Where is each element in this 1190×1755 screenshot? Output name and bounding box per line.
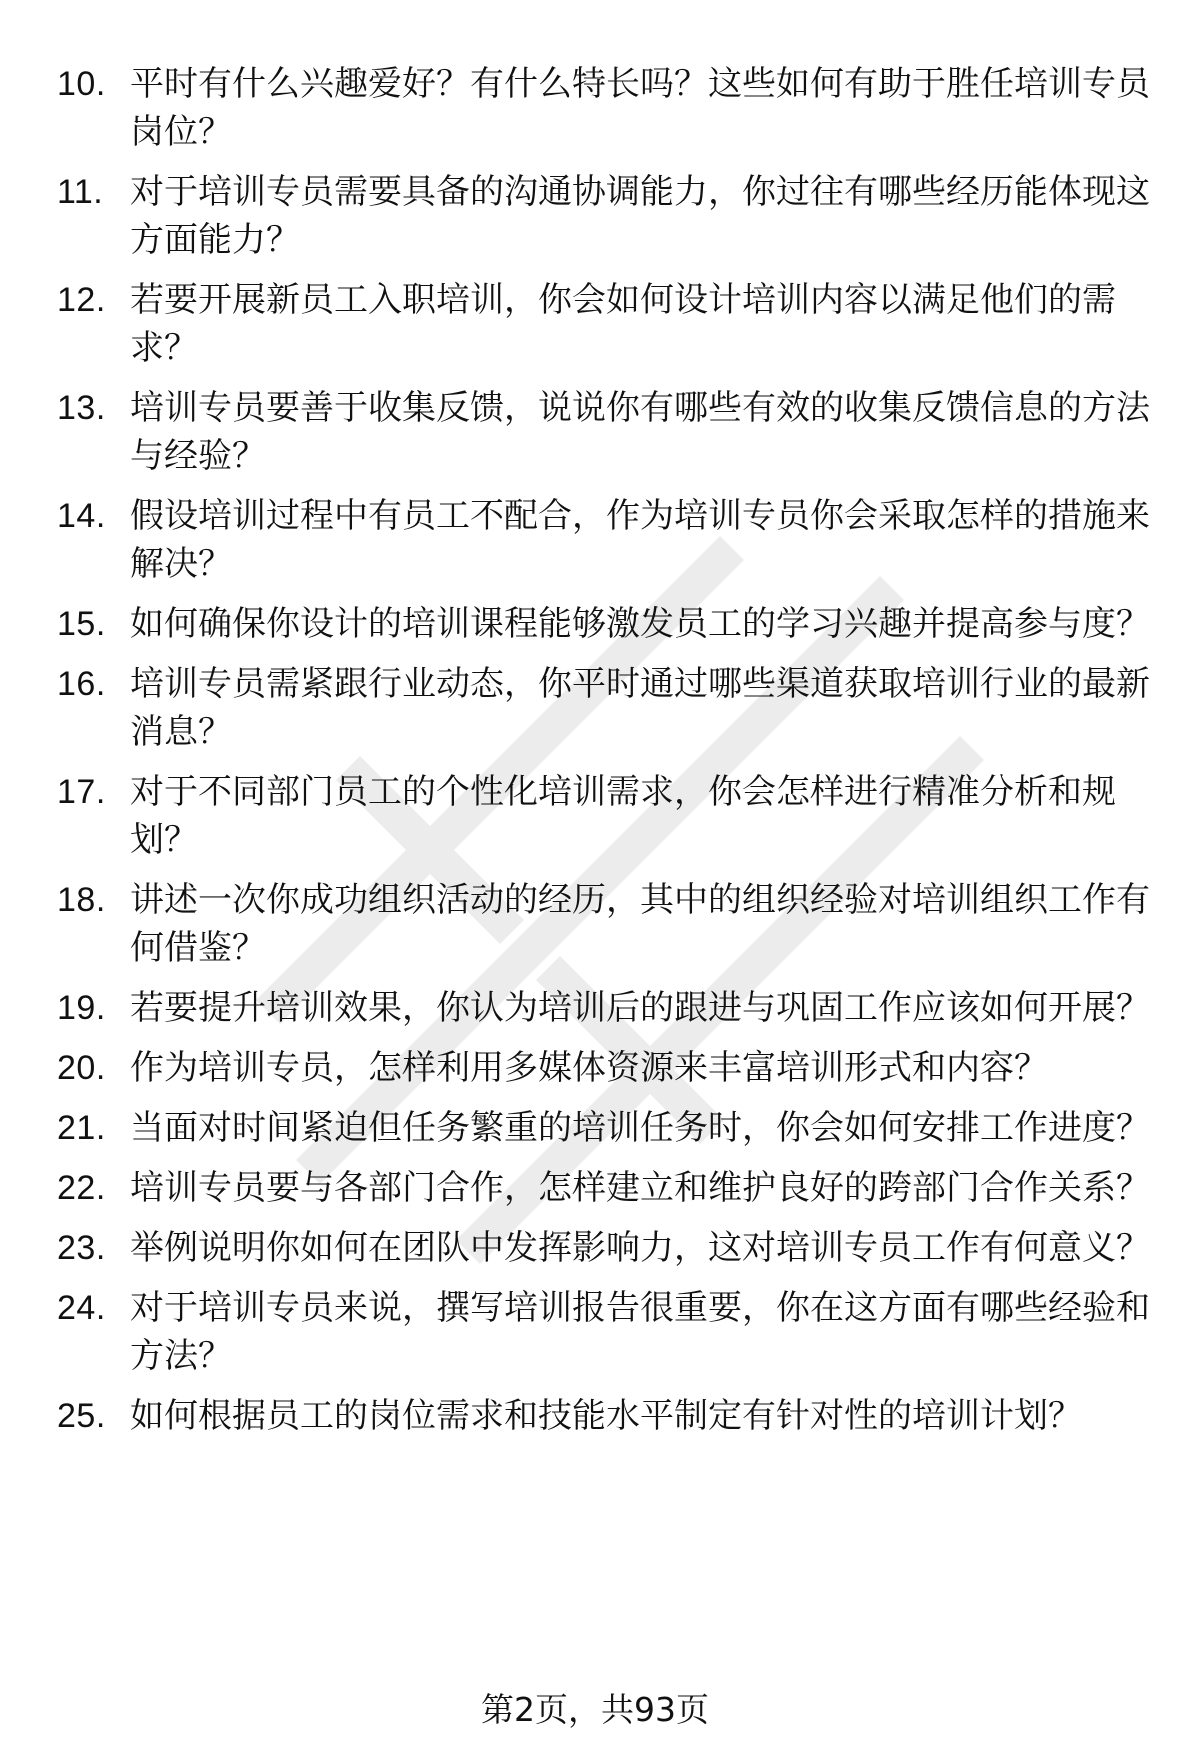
question-list bbox=[0, 60, 1190, 1452]
question-text: 讲述一次你成功组织活动的经历，其中的组织经验对培训组织工作有何借鉴？ bbox=[130, 880, 1150, 968]
question-text: 如何根据员工的岗位需求和技能水平制定有针对性的培训计划？ bbox=[130, 1396, 1082, 1436]
question-text: 培训专员要与各部门合作，怎样建立和维护良好的跨部门合作关系？ bbox=[130, 1168, 1150, 1208]
question-number: 14. bbox=[57, 497, 106, 535]
list-item bbox=[0, 600, 1190, 648]
question-text: 如何确保你设计的培训课程能够激发员工的学习兴趣并提高参与度？ bbox=[130, 604, 1150, 644]
question-number: 22. bbox=[57, 1169, 106, 1207]
list-item bbox=[0, 768, 1190, 864]
question-text: 当面对时间紧迫但任务繁重的培训任务时，你会如何安排工作进度？ bbox=[130, 1108, 1150, 1148]
question-number: 20. bbox=[57, 1049, 106, 1087]
question-number: 13. bbox=[57, 389, 106, 427]
list-item bbox=[0, 1224, 1190, 1272]
question-text: 对于培训专员来说，撰写培训报告很重要，你在这方面有哪些经验和方法？ bbox=[130, 1288, 1150, 1376]
question-number: 11. bbox=[57, 173, 104, 211]
list-item bbox=[0, 876, 1190, 972]
question-text: 若要提升培训效果，你认为培训后的跟进与巩固工作应该如何开展？ bbox=[130, 988, 1150, 1028]
list-item bbox=[0, 1284, 1190, 1380]
question-text: 平时有什么兴趣爱好？有什么特长吗？这些如何有助于胜任培训专员岗位？ bbox=[130, 64, 1150, 152]
question-number: 21. bbox=[57, 1109, 106, 1147]
question-text: 若要开展新员工入职培训，你会如何设计培训内容以满足他们的需求？ bbox=[130, 280, 1116, 368]
question-text: 培训专员要善于收集反馈，说说你有哪些有效的收集反馈信息的方法与经验？ bbox=[130, 388, 1150, 476]
list-item bbox=[0, 984, 1190, 1032]
question-text: 举例说明你如何在团队中发挥影响力，这对培训专员工作有何意义？ bbox=[130, 1228, 1150, 1268]
question-number: 12. bbox=[57, 281, 106, 319]
question-number: 10. bbox=[57, 65, 106, 103]
list-item bbox=[0, 492, 1190, 588]
list-item bbox=[0, 276, 1190, 372]
page-footer: 第2页，共93页 bbox=[481, 1690, 709, 1729]
question-text: 对于不同部门员工的个性化培训需求，你会怎样进行精准分析和规划？ bbox=[130, 772, 1116, 860]
list-item bbox=[0, 384, 1190, 480]
question-number: 17. bbox=[57, 773, 106, 811]
list-item bbox=[0, 168, 1190, 264]
question-text: 作为培训专员，怎样利用多媒体资源来丰富培训形式和内容？ bbox=[130, 1048, 1048, 1088]
question-text: 培训专员需紧跟行业动态，你平时通过哪些渠道获取培训行业的最新消息？ bbox=[130, 664, 1150, 752]
list-item bbox=[0, 60, 1190, 156]
question-number: 25. bbox=[57, 1397, 106, 1435]
list-item bbox=[0, 660, 1190, 756]
question-number: 23. bbox=[57, 1229, 106, 1267]
question-number: 24. bbox=[57, 1289, 106, 1327]
question-number: 16. bbox=[57, 665, 106, 703]
list-item bbox=[0, 1104, 1190, 1152]
list-item bbox=[0, 1392, 1190, 1440]
question-number: 18. bbox=[57, 881, 106, 919]
question-number: 15. bbox=[57, 605, 106, 643]
question-text: 假设培训过程中有员工不配合，作为培训专员你会采取怎样的措施来解决？ bbox=[130, 496, 1150, 584]
list-item bbox=[0, 1044, 1190, 1092]
question-number: 19. bbox=[57, 989, 106, 1027]
list-item bbox=[0, 1164, 1190, 1212]
question-text: 对于培训专员需要具备的沟通协调能力，你过往有哪些经历能体现这方面能力？ bbox=[130, 172, 1150, 260]
